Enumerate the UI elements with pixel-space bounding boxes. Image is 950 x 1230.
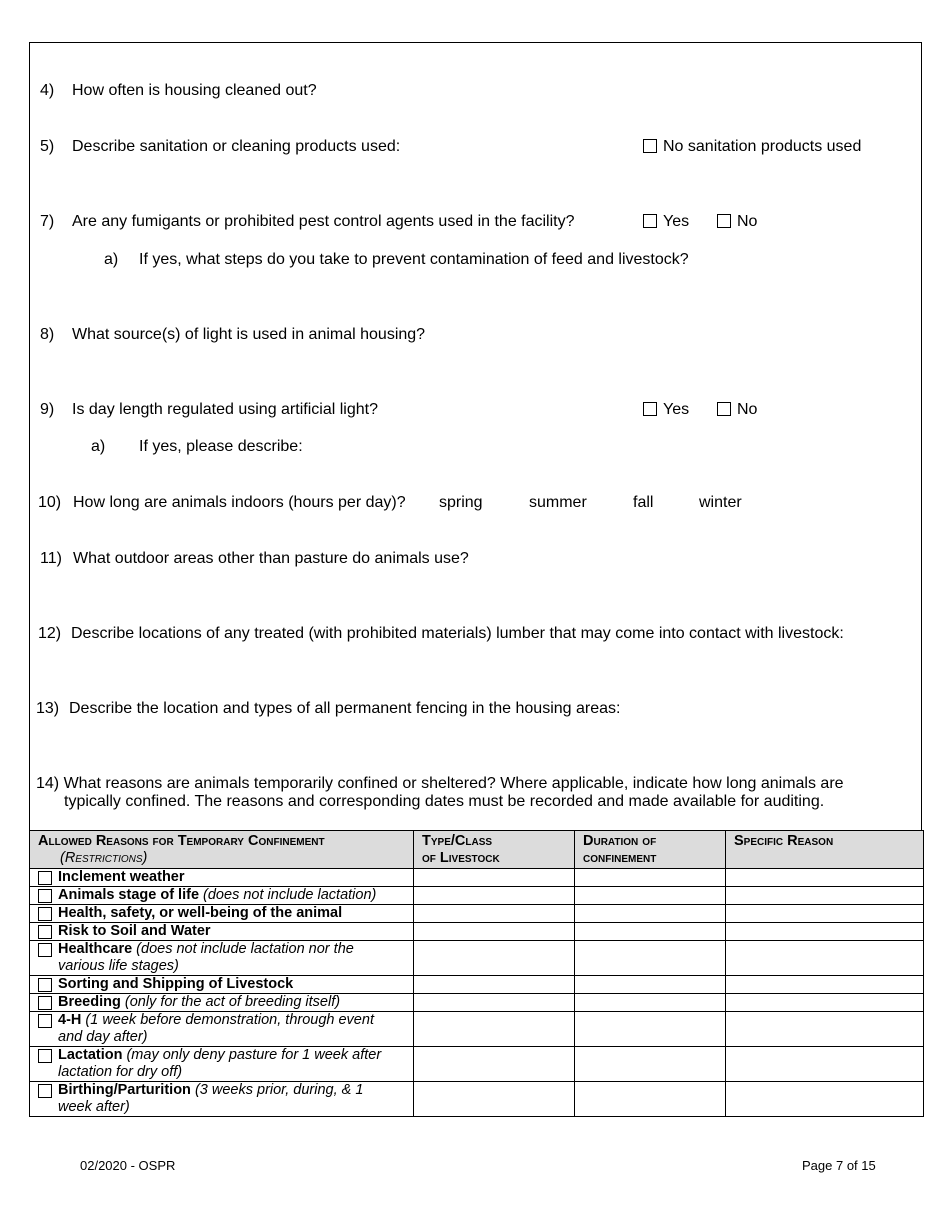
reason-checkbox[interactable] bbox=[38, 1084, 52, 1098]
q7-no-option[interactable]: No bbox=[717, 212, 757, 231]
reason-label: Healthcare bbox=[58, 941, 133, 957]
q5-number: 5) bbox=[40, 138, 55, 155]
specific-reason-cell[interactable] bbox=[726, 1012, 924, 1047]
table-row bbox=[30, 887, 924, 905]
season-summer: summer bbox=[529, 494, 587, 511]
q12-text: Describe locations of any treated (with prohibited materials) lumber that may come into contact with livestock: bbox=[71, 625, 844, 642]
reason-cell bbox=[30, 1012, 414, 1047]
duration-cell[interactable] bbox=[575, 994, 726, 1012]
table-row bbox=[30, 905, 924, 923]
header-allowed-reasons: Allowed Reasons for Temporary Confinement (Restrictions) bbox=[30, 831, 414, 869]
reason-cell bbox=[30, 1082, 414, 1117]
livestock-type-cell[interactable] bbox=[414, 923, 575, 941]
reason-restriction: (may only deny pasture for 1 week after lactation for dry off) bbox=[58, 1047, 382, 1080]
duration-cell[interactable] bbox=[575, 941, 726, 976]
reason-cell bbox=[30, 923, 414, 941]
q9-text: Is day length regulated using artificial light? bbox=[72, 401, 378, 418]
q5-no-products-option[interactable]: No sanitation products used bbox=[643, 137, 861, 156]
q11-text: What outdoor areas other than pasture do animals use? bbox=[73, 550, 469, 567]
reason-restriction: (does not include lactation) bbox=[199, 887, 377, 903]
footer-page-number: Page 7 of 15 bbox=[802, 1158, 876, 1173]
header-type-class: Type/Class of Livestock bbox=[414, 831, 575, 869]
duration-cell[interactable] bbox=[575, 1047, 726, 1082]
specific-reason-cell[interactable] bbox=[726, 869, 924, 887]
specific-reason-cell[interactable] bbox=[726, 976, 924, 994]
reason-label: Birthing/Parturition bbox=[58, 1082, 191, 1098]
q9a-label: a) bbox=[91, 438, 106, 455]
table-row bbox=[30, 1012, 924, 1047]
duration-cell[interactable] bbox=[575, 923, 726, 941]
header-specific-reason: Specific Reason bbox=[726, 831, 924, 869]
specific-reason-cell[interactable] bbox=[726, 905, 924, 923]
livestock-type-cell[interactable] bbox=[414, 1047, 575, 1082]
reason-restriction: (1 week before demonstration, through event and day after) bbox=[58, 1012, 374, 1045]
reason-checkbox[interactable] bbox=[38, 889, 52, 903]
reason-checkbox[interactable] bbox=[38, 907, 52, 921]
q10-number: 10) bbox=[38, 494, 62, 511]
q8-number: 8) bbox=[40, 326, 55, 343]
livestock-type-cell[interactable] bbox=[414, 887, 575, 905]
q7a-label: a) bbox=[104, 251, 119, 268]
reason-checkbox[interactable] bbox=[38, 925, 52, 939]
q7-yes-option[interactable]: Yes bbox=[643, 212, 689, 231]
reason-label: Lactation bbox=[58, 1047, 123, 1063]
specific-reason-cell[interactable] bbox=[726, 941, 924, 976]
reason-cell bbox=[30, 905, 414, 923]
specific-reason-cell[interactable] bbox=[726, 1082, 924, 1117]
reason-restriction: (3 weeks prior, during, & 1 week after) bbox=[58, 1082, 364, 1115]
livestock-type-cell[interactable] bbox=[414, 1012, 575, 1047]
q7a-text: If yes, what steps do you take to prevent contamination of feed and livestock? bbox=[139, 251, 689, 268]
reason-checkbox[interactable] bbox=[38, 996, 52, 1010]
livestock-type-cell[interactable] bbox=[414, 905, 575, 923]
table-row bbox=[30, 869, 924, 887]
reason-checkbox[interactable] bbox=[38, 871, 52, 885]
table-row bbox=[30, 941, 924, 976]
reason-label: Animals stage of life bbox=[58, 887, 200, 903]
specific-reason-cell[interactable] bbox=[726, 1047, 924, 1082]
duration-cell[interactable] bbox=[575, 1012, 726, 1047]
q14-line1: What reasons are animals temporarily confined or sheltered? Where applicable, indicate how long animals are bbox=[63, 775, 844, 792]
table-row bbox=[30, 1082, 924, 1117]
q7-number: 7) bbox=[40, 213, 55, 230]
reason-label: Sorting and Shipping of Livestock bbox=[58, 976, 294, 992]
q5-text: Describe sanitation or cleaning products used: bbox=[72, 138, 401, 155]
checkbox[interactable] bbox=[643, 139, 657, 153]
table-header-row bbox=[30, 831, 924, 869]
q13-text: Describe the location and types of all permanent fencing in the housing areas: bbox=[69, 700, 621, 717]
q9-yes-option[interactable]: Yes bbox=[643, 400, 689, 419]
reason-checkbox[interactable] bbox=[38, 943, 52, 957]
reason-checkbox[interactable] bbox=[38, 1014, 52, 1028]
season-winter: winter bbox=[699, 494, 742, 511]
season-fall: fall bbox=[633, 494, 654, 511]
confinement-table bbox=[29, 830, 924, 1117]
checkbox[interactable] bbox=[643, 402, 657, 416]
season-spring: spring bbox=[439, 494, 483, 511]
reason-label: Risk to Soil and Water bbox=[58, 923, 211, 939]
q14-text bbox=[36, 775, 906, 811]
q9-number: 9) bbox=[40, 401, 55, 418]
reason-cell bbox=[30, 941, 414, 976]
livestock-type-cell[interactable] bbox=[414, 976, 575, 994]
q8-text: What source(s) of light is used in animal housing? bbox=[72, 326, 426, 343]
q13-number: 13) bbox=[36, 700, 60, 717]
reason-cell bbox=[30, 976, 414, 994]
table-row bbox=[30, 994, 924, 1012]
checkbox[interactable] bbox=[717, 214, 731, 228]
footer-date: 02/2020 - OSPR bbox=[80, 1158, 176, 1173]
q14-line2: typically confined. The reasons and corresponding dates must be recorded and made available for auditing. bbox=[64, 793, 825, 810]
duration-cell[interactable] bbox=[575, 1082, 726, 1117]
specific-reason-cell[interactable] bbox=[726, 887, 924, 905]
q7-text: Are any fumigants or prohibited pest control agents used in the facility? bbox=[72, 213, 575, 230]
livestock-type-cell[interactable] bbox=[414, 869, 575, 887]
table-row bbox=[30, 1047, 924, 1082]
reason-cell bbox=[30, 1047, 414, 1082]
table-row bbox=[30, 976, 924, 994]
header-duration: Duration of confinement bbox=[575, 831, 726, 869]
q9a-text: If yes, please describe: bbox=[139, 438, 303, 455]
q9-no-option[interactable]: No bbox=[717, 400, 757, 419]
reason-cell bbox=[30, 869, 414, 887]
reason-label: Inclement weather bbox=[58, 869, 185, 885]
livestock-type-cell[interactable] bbox=[414, 1082, 575, 1117]
duration-cell[interactable] bbox=[575, 887, 726, 905]
table-row bbox=[30, 923, 924, 941]
reason-label: 4-H bbox=[58, 1012, 82, 1028]
reason-restriction: (only for the act of breeding itself) bbox=[120, 994, 341, 1010]
reason-label: Breeding bbox=[58, 994, 121, 1010]
reason-checkbox[interactable] bbox=[38, 978, 52, 992]
q10-text: How long are animals indoors (hours per day)? bbox=[73, 494, 406, 511]
checkbox[interactable] bbox=[643, 214, 657, 228]
q4-text: How often is housing cleaned out? bbox=[72, 82, 317, 99]
q12-number: 12) bbox=[38, 625, 62, 642]
reason-restriction: (does not include lactation nor the various life stages) bbox=[58, 941, 354, 974]
reason-checkbox[interactable] bbox=[38, 1049, 52, 1063]
specific-reason-cell[interactable] bbox=[726, 923, 924, 941]
q14-number: 14) bbox=[36, 775, 60, 792]
duration-cell[interactable] bbox=[575, 905, 726, 923]
reason-cell bbox=[30, 994, 414, 1012]
specific-reason-cell[interactable] bbox=[726, 994, 924, 1012]
duration-cell[interactable] bbox=[575, 869, 726, 887]
reason-cell bbox=[30, 887, 414, 905]
checkbox[interactable] bbox=[717, 402, 731, 416]
livestock-type-cell[interactable] bbox=[414, 994, 575, 1012]
reason-label: Health, safety, or well-being of the animal bbox=[58, 905, 343, 921]
livestock-type-cell[interactable] bbox=[414, 941, 575, 976]
q4-number: 4) bbox=[40, 82, 55, 99]
q11-number: 11) bbox=[40, 550, 62, 567]
duration-cell[interactable] bbox=[575, 976, 726, 994]
